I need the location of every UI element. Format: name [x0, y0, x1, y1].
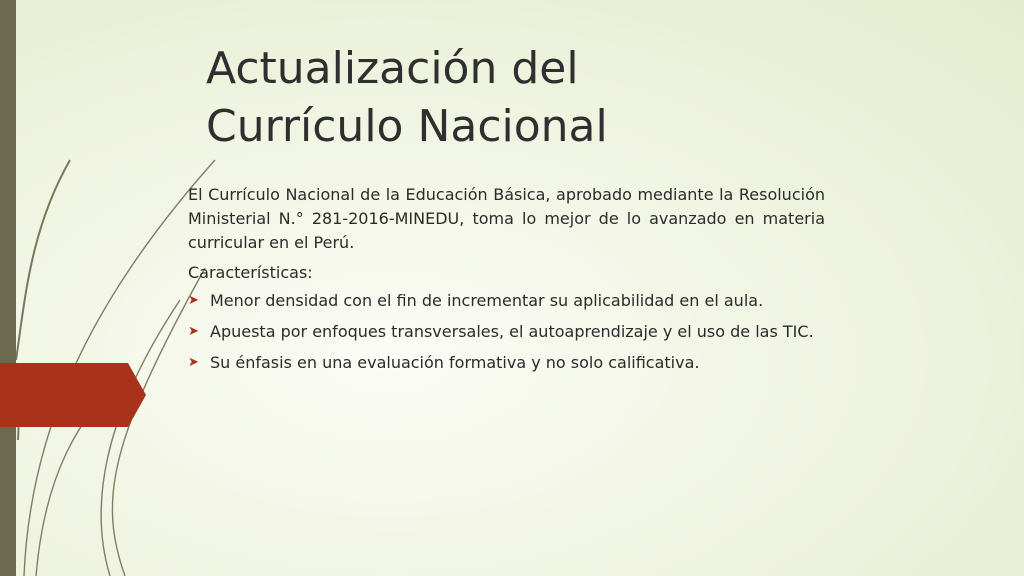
bullet-item: [188, 289, 825, 313]
title-line-1: Actualización del: [206, 43, 579, 94]
slide-title: [206, 40, 886, 156]
intro-paragraph: El Currículo Nacional de la Educación Básica, aprobado mediante la Resolución Ministerial N.° 281-2016-MINEDU, toma lo mejor de lo avanzado en materia curricular en el Perú.: [188, 185, 825, 252]
arrow-bullet-icon: ➤: [188, 355, 199, 370]
bullet-text: Apuesta por enfoques transversales, el autoaprendizaje y el uso de las TIC.: [210, 322, 814, 341]
red-arrow-accent: [0, 363, 146, 427]
title-line-2: Currículo Nacional: [206, 101, 608, 152]
features-label: Características:: [188, 263, 313, 282]
arrow-bullet-icon: ➤: [188, 293, 199, 308]
slide-body: [188, 183, 825, 382]
bullet-text: Menor densidad con el fin de incrementar su aplicabilidad en el aula.: [210, 291, 764, 310]
bullet-item: [188, 320, 825, 344]
arrow-bullet-icon: ➤: [188, 324, 199, 339]
bullet-item: [188, 351, 825, 375]
bullet-text: Su énfasis en una evaluación formativa y no solo calificativa.: [210, 353, 700, 372]
